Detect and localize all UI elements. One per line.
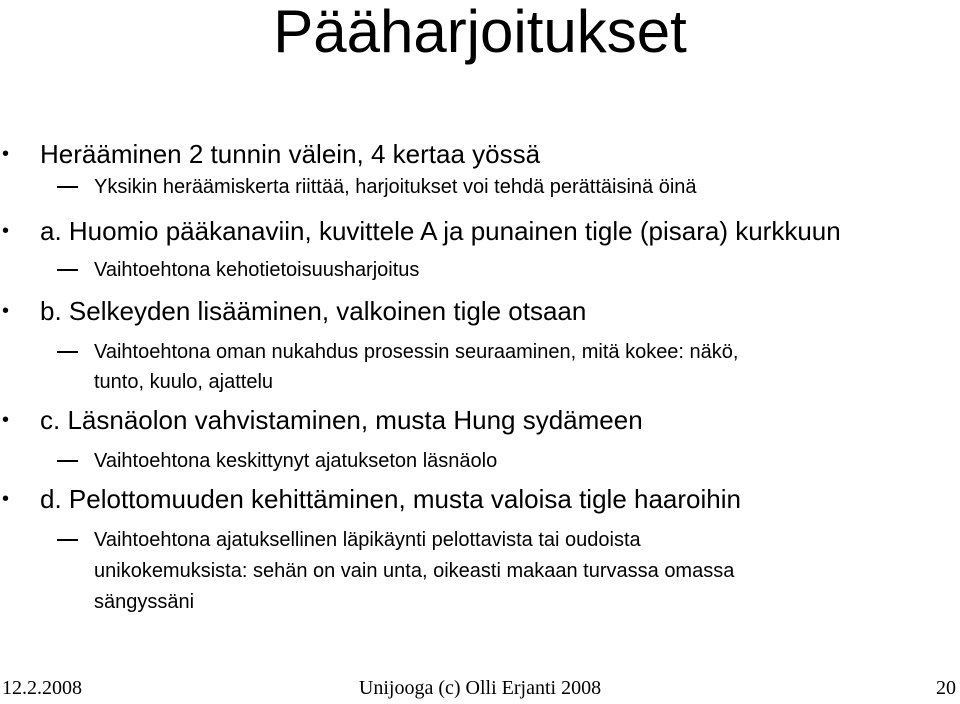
bullet-dot: • — [2, 488, 10, 510]
bullet-item-5: d. Pelottomuuden kehittäminen, musta valoisa tigle haaroihin — [40, 484, 741, 514]
sub-item-5-line-1: Vaihtoehtona ajatuksellinen läpikäynti pelottavista tai oudoista — [94, 529, 641, 551]
slide-title: Pääharjoitukset — [273, 0, 687, 65]
bullet-item-2: a. Huomio pääkanaviin, kuvittele A ja punainen tigle (pisara) kurkkuun — [40, 216, 841, 246]
sub-item-3-line-1: Vaihtoehtona oman nukahdus prosessin seuraaminen, mitä kokee: näkö, — [94, 341, 739, 363]
bullet-dot: • — [2, 220, 10, 242]
bullet-dot: • — [2, 409, 10, 431]
sub-item-2-line-1: Vaihtoehtona kehotietoisuusharjoitus — [94, 259, 420, 281]
dash-marker — [57, 460, 78, 462]
sub-item-3-line-2: tunto, kuulo, ajattelu — [94, 371, 274, 393]
footer-date: 12.2.2008 — [2, 677, 82, 699]
sub-item-1-line-1: Yksikin heräämiskerta riittää, harjoitukset voi tehdä perättäisinä öinä — [94, 176, 697, 198]
dash-marker — [57, 351, 78, 353]
bullet-dot: • — [2, 300, 10, 322]
dash-marker — [57, 539, 78, 541]
bullet-dot: • — [2, 143, 10, 165]
bullet-item-1: Herääminen 2 tunnin välein, 4 kertaa yössä — [40, 139, 541, 169]
footer-center-text: Unijooga (c) Olli Erjanti 2008 — [358, 677, 602, 699]
bullet-item-3: b. Selkeyden lisääminen, valkoinen tigle otsaan — [40, 296, 587, 326]
bullet-item-4: c. Läsnäolon vahvistaminen, musta Hung sydämeen — [40, 405, 643, 435]
dash-marker — [57, 186, 78, 188]
sub-item-5-line-2: unikokemuksista: sehän on vain unta, oikeasti makaan turvassa omassa — [94, 560, 735, 582]
sub-item-5-line-3: sängyssäni — [94, 591, 195, 613]
page-number: 20 — [936, 677, 956, 699]
dash-marker — [57, 269, 78, 271]
sub-item-4-line-1: Vaihtoehtona keskittynyt ajatukseton läsnäolo — [94, 450, 498, 472]
